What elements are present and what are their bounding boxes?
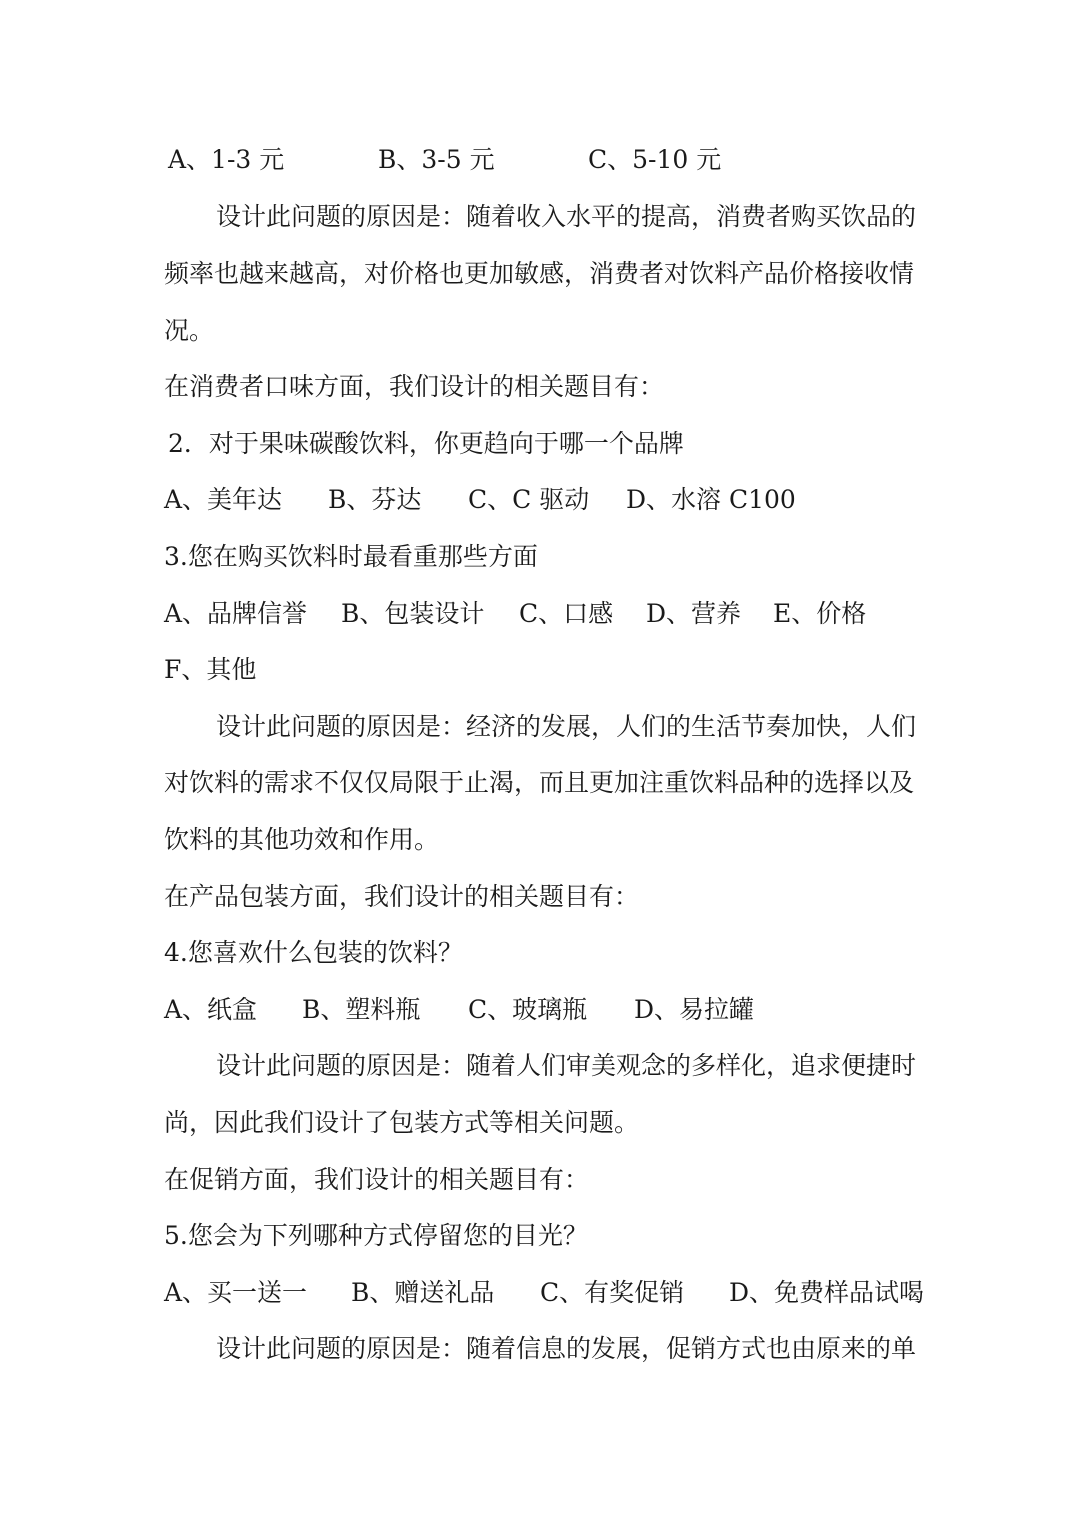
- question-5: 5.您会为下列哪种方式停留您的目光？: [164, 1221, 588, 1250]
- section-heading-package: 在产品包装方面，我们设计的相关题目有：: [164, 882, 640, 911]
- q5-option-d: D、免费样品试喝: [729, 1278, 925, 1307]
- q2-option-d: D、水溶 C100: [626, 485, 796, 514]
- q5-option-a: A、买一送一: [164, 1278, 308, 1307]
- reason-promo-line-1: 设计此问题的原因是：随着信息的发展，促销方式也由原来的单: [216, 1334, 917, 1363]
- reason-taste-line-1: 设计此问题的原因是：经济的发展，人们的生活节奏加快，人们: [216, 712, 917, 741]
- q1-option-b: B、3-5 元: [378, 145, 495, 174]
- q3-option-f: F、其他: [164, 655, 257, 684]
- section-heading-taste: 在消费者口味方面，我们设计的相关题目有：: [164, 372, 665, 401]
- q4-option-b: B、塑料瓶: [302, 995, 421, 1024]
- q3-option-a: A、品牌信誉: [164, 599, 308, 628]
- q3-option-b: B、包装设计: [341, 599, 485, 628]
- question-2: 2．对于果味碳酸饮料，你更趋向于哪一个品牌: [168, 429, 684, 458]
- reason-package-line-1: 设计此问题的原因是：随着人们审美观念的多样化，追求便捷时: [216, 1051, 917, 1080]
- q3-option-d: D、营养: [646, 599, 742, 628]
- q4-option-c: C、玻璃瓶: [468, 995, 588, 1024]
- reason-price-line-3: 况。: [164, 316, 215, 345]
- q1-option-a: A、1-3 元: [168, 145, 285, 174]
- section-heading-promo: 在促销方面，我们设计的相关题目有：: [164, 1165, 590, 1194]
- question-3: 3.您在购买饮料时最看重那些方面: [164, 542, 538, 571]
- q3-option-c: C、口感: [519, 599, 614, 628]
- reason-taste-line-2: 对饮料的需求不仅仅局限于止渴，而且更加注重饮料品种的选择以及: [164, 768, 915, 797]
- q3-option-e: E、价格: [773, 599, 867, 628]
- q2-option-a: A、美年达: [164, 485, 283, 514]
- q4-option-d: D、易拉罐: [634, 995, 755, 1024]
- q5-option-b: B、赠送礼品: [351, 1278, 495, 1307]
- reason-package-line-2: 尚，因此我们设计了包装方式等相关问题。: [164, 1108, 640, 1137]
- q4-option-a: A、纸盒: [164, 995, 258, 1024]
- q2-option-b: B、芬达: [328, 485, 422, 514]
- question-4: 4.您喜欢什么包装的饮料？: [164, 938, 463, 967]
- reason-taste-line-3: 饮料的其他功效和作用。: [164, 825, 440, 854]
- reason-price-line-1: 设计此问题的原因是：随着收入水平的提高，消费者购买饮品的: [216, 202, 917, 231]
- q5-option-c: C、有奖促销: [540, 1278, 685, 1307]
- reason-price-line-2: 频率也越来越高，对价格也更加敏感，消费者对饮料产品价格接收情: [164, 259, 915, 288]
- q1-option-c: C、5-10 元: [588, 145, 722, 174]
- q2-option-c: C、C 驱动: [468, 485, 590, 514]
